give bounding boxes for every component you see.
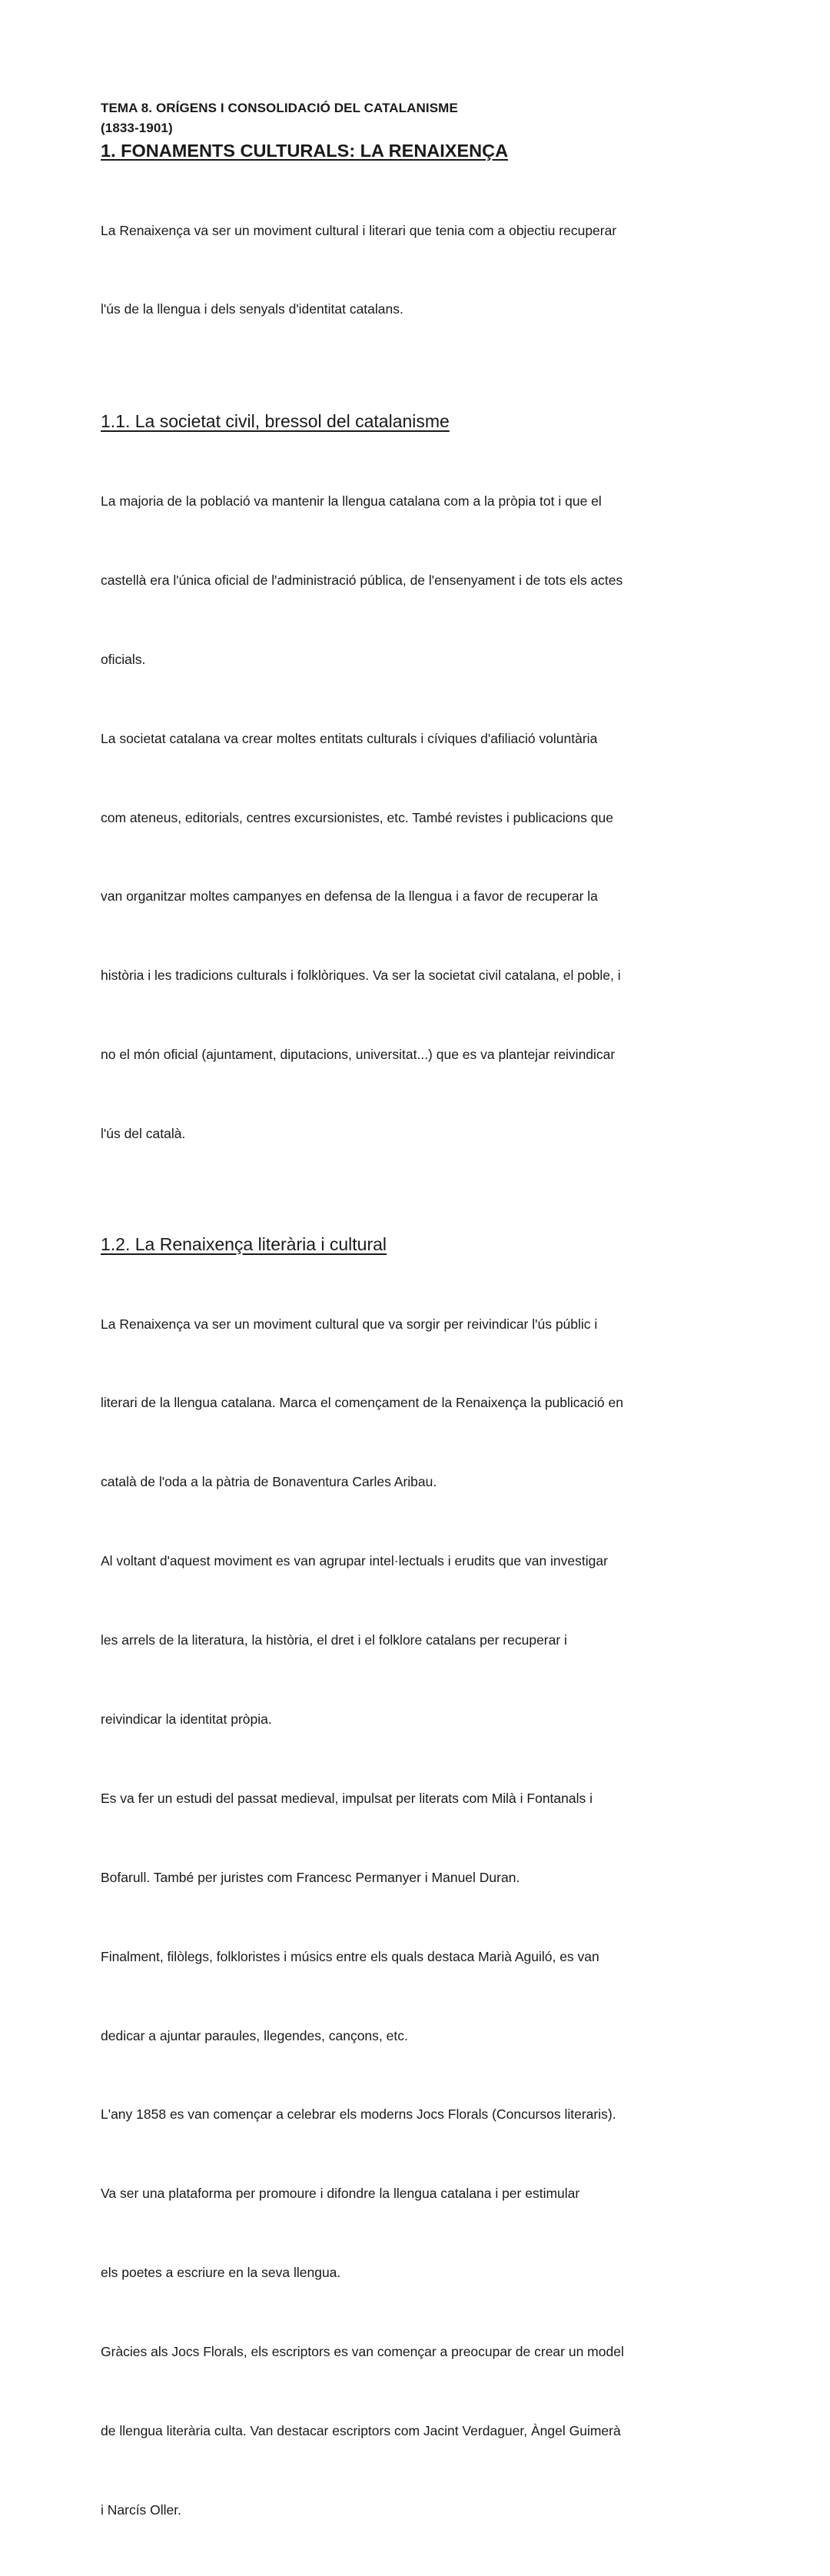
paragraph-line: La societat catalana va crear moltes entitats culturals i cíviques d'afiliació voluntària — [101, 730, 598, 746]
section-1-1-paragraph — [101, 435, 708, 1200]
section-1-2-heading: 1.2. La Renaixença literària i cultural — [101, 1233, 387, 1254]
paragraph-line: literari de la llengua catalana. Marca el començament de la Renaixença la publicació en — [101, 1395, 623, 1411]
paragraph-line: La majoria de la població va mantenir la llengua catalana com a la pròpia tot i que el — [101, 493, 602, 509]
paragraph-line: dedicar a ajuntar paraules, llegendes, cançons, etc. — [101, 2027, 408, 2043]
paragraph-line: i Narcís Oller. — [101, 2501, 182, 2518]
paragraph-line: Bofarull. També per juristes com Francesc Permanyer i Manuel Duran. — [101, 1869, 520, 1885]
paragraph-line: Finalment, filòlegs, folkloristes i músics entre els quals destaca Marià Aguiló, es van — [101, 1948, 599, 1964]
paragraph-line: castellà era l'única oficial de l'administració pública, de l'ensenyament i de tots els actes — [101, 572, 623, 588]
paragraph-line: Gràcies als Jocs Florals, els escriptors es van començar a preocupar de crear un model — [101, 2344, 624, 2360]
section-1-heading: 1. FONAMENTS CULTURALS: LA RENAIXENÇA — [101, 141, 509, 161]
paragraph-line: Va ser una plataforma per promoure i difondre la llengua catalana i per estimular — [101, 2186, 580, 2202]
paragraph-line: Es va fer un estudi del passat medieval, impulsat per literats com Milà i Fontanals i — [101, 1790, 593, 1806]
paragraph-line: La Renaixença va ser un moviment cultural i literari que tenia com a objectiu recuperar — [101, 222, 617, 238]
document-content — [101, 98, 708, 2576]
paragraph-line: l'ús del català. — [101, 1126, 186, 1142]
document-title-line-2: (1833-1901) — [101, 121, 173, 135]
paragraph-line: català de l'oda a la pàtria de Bonaventura Carles Aribau. — [101, 1474, 437, 1490]
paragraph-line: com ateneus, editorials, centres excursionistes, etc. També revistes i publicacions que — [101, 809, 613, 825]
paragraph-line: les arrels de la literatura, la història, el dret i el folklore catalans per recuperar i — [101, 1632, 567, 1648]
paragraph-line: no el món oficial (ajuntament, diputacions, universitat...) que es va plantejar reivindicar — [101, 1047, 616, 1063]
section-1-2-paragraph — [101, 1258, 708, 2576]
paragraph-line: van organitzar moltes campanyes en defensa de la llengua i a favor de recuperar la — [101, 888, 598, 905]
paragraph-line: història i les tradicions culturals i folklòriques. Va ser la societat civil catalana, el poble, i — [101, 968, 621, 984]
document-title-line-1: TEMA 8. ORÍGENS I CONSOLIDACIÓ DEL CATALANISME — [101, 101, 458, 115]
document-title — [101, 98, 708, 138]
paragraph-line: La Renaixença va ser un moviment cultural que va sorgir per reivindicar l'ús públic i — [101, 1316, 598, 1332]
paragraph-line: L'any 1858 es van començar a celebrar els moderns Jocs Florals (Concursos literaris). — [101, 2106, 616, 2123]
paragraph-line: els poetes a escriure en la seva llengua. — [101, 2265, 341, 2281]
paragraph-line: oficials. — [101, 651, 146, 667]
paragraph-line: l'ús de la llengua i dels senyals d'identitat catalans. — [101, 301, 403, 317]
paragraph-line: reivindicar la identitat pròpia. — [101, 1711, 272, 1728]
section-1-paragraph — [101, 164, 708, 375]
section-1-1-heading: 1.1. La societat civil, bressol del catalanisme — [101, 411, 450, 432]
paragraph-line: de llengua literària culta. Van destacar escriptors com Jacint Verdaguer, Àngel Guimerà — [101, 2423, 621, 2439]
paragraph-line: Al voltant d'aquest moviment es van agrupar intel·lectuals i erudits que van investigar — [101, 1553, 608, 1569]
